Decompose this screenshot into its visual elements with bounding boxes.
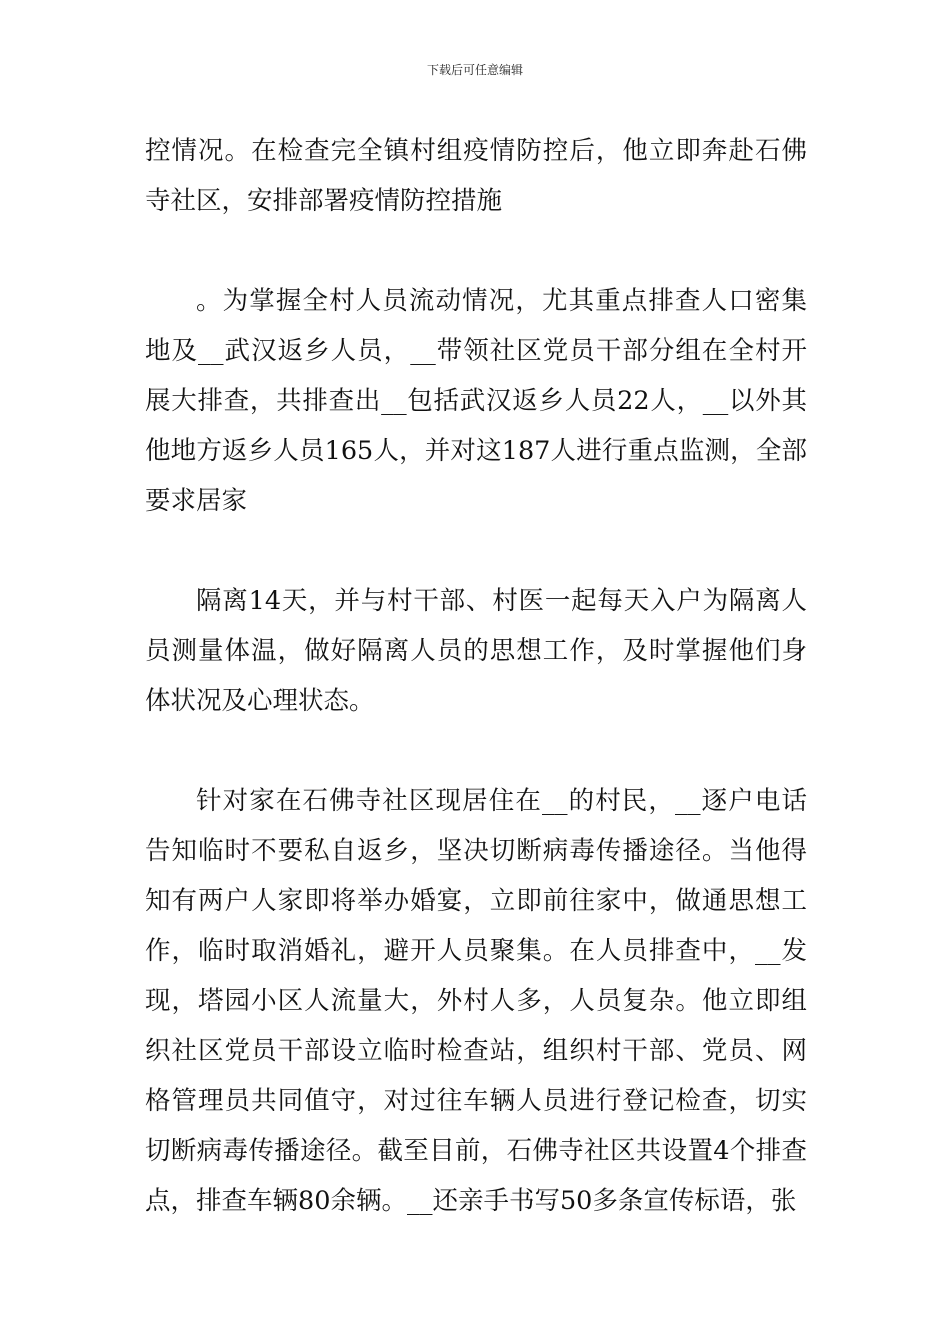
- paragraph-2: 。为掌握全村人员流动情况，尤其重点排查人口密集地及__武汉返乡人员，__带领社区党员干部分组在全村开展大排查，共排查出__包括武汉返乡人员22人，__以外其他地方返乡人员165人，并对这187人进行重点监测，全部要求居家: [145, 286, 807, 516]
- paragraph-3: 隔离14天，并与村干部、村医一起每天入户为隔离人员测量体温，做好隔离人员的思想工作，及时掌握他们身体状况及心理状态。: [145, 586, 807, 716]
- document-body: [145, 126, 807, 1226]
- paragraph-1: 控情况。在检查完全镇村组疫情防控后，他立即奔赴石佛寺社区，安排部署疫情防控措施: [145, 136, 807, 216]
- page-header-note: 下载后可任意编辑: [426, 63, 523, 77]
- paragraph-4: 针对家在石佛寺社区现居住在__的村民，__逐户电话告知临时不要私自返乡，坚决切断病毒传播途径。当他得知有两户人家即将举办婚宴，立即前往家中，做通思想工作，临时取消婚礼，避开人员聚集。在人员排查中，__发现，塔园小区人流量大，外村人多，人员复杂。他立即组织社区党员干部设立临时检查站，组织村干部、党员、网格管理员共同值守，对过往车辆人员进行登记检查，切实切断病毒传播途径。截至目前，石佛寺社区共设置4个排查点，排查车辆80余辆。__还亲手书写50多条宣传标语，张: [145, 786, 807, 1216]
